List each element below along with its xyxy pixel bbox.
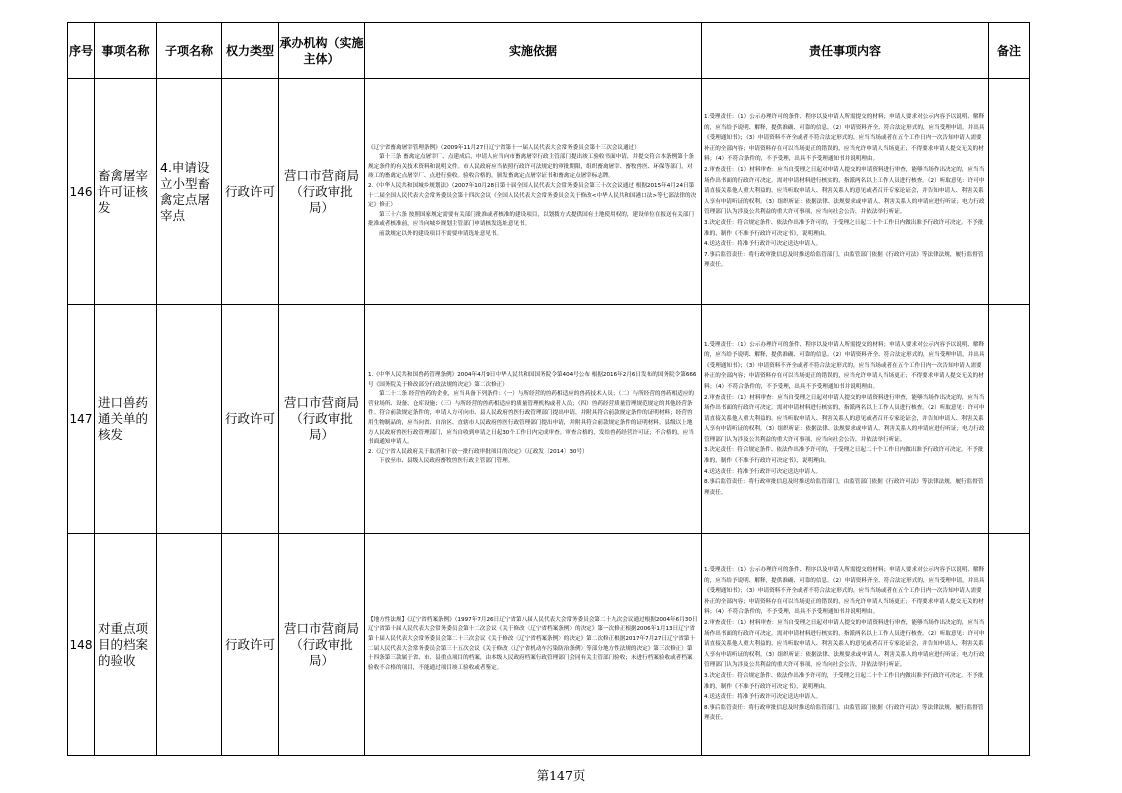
item-name-cell: 畜禽屠宰许可证核发 bbox=[95, 79, 157, 305]
permission-table-sheet bbox=[67, 22, 1029, 756]
sub-item-cell bbox=[157, 534, 222, 756]
duty-paragraph: 2.审查责任：（1）材料审查：应当自受理之日起对申请人提交的申请资料进行审查，能够当场作出决定的，应当当场作出书面的行政许可决定。需对申请材料进行核实的，指派两名以上工作人员进行核查。（2）听取意见：许可申请直接关系他人重大利益的，应当听取申请人、利害关系人的意见或者召开专家论证会，并告知申请人、利害关系人享有申请听证的权利。（3）组织听证：依据法律、法规要求或申请人、利害关系人的申请应进行听证；电力行政管理部门认为涉及公共利益的重大许可事项，应当向社会公告，并依法举行听证。 bbox=[704, 394, 985, 443]
basis-paragraph: 第三十六条 按照国家规定需要有关部门批准或者核准的建设项目，以划拨方式提供国有土地使用权的，建设单位在报送有关部门批准或者核准前，应当向城乡规划主管部门申请核发选址意见书。 bbox=[368, 211, 695, 228]
duty-cell bbox=[702, 305, 989, 534]
duty-paragraph: 8.事后监管责任：将行政审批信息及时推送给监管部门，由监管部门依据《行政许可法》等法律法规，履行监督管理责任。 bbox=[704, 704, 984, 722]
basis-cell bbox=[365, 79, 702, 305]
duty-paragraph: 2.审查责任：（1）材料审查：应当自受理之日起对申请人提交的申请资料进行审查，能够当场作出决定的，应当当场作出书面的行政许可决定。需对申请材料进行核实的，指派两名以上工作人员进行核查。（2）听取意见：许可申请直接关系他人重大利益的，应当听取申请人、利害关系人的意见或者召开专家论证会，并告知申请人、利害关系人享有申请听证的权利。（3）组织听证：依据法律、法规要求或申请人、利害关系人的申请应进行听证；电力行政管理部门认为涉及公共利益的重大许可事项，应当向社会公告，并依法举行听证。 bbox=[704, 167, 985, 216]
duty-paragraph: 3.决定责任：符合规定条件、依法作出准予许可的，于受理之日起二十个工作日内做出准予行政许可决定。不予批准的，制作《不准予行政许可决定书》，说明理由。 bbox=[704, 219, 984, 237]
duty-cell bbox=[702, 534, 989, 756]
seq-cell: 148 bbox=[68, 534, 95, 756]
table-row bbox=[68, 534, 1030, 756]
power-type-cell: 行政许可 bbox=[222, 534, 279, 756]
remark-cell bbox=[989, 79, 1030, 305]
basis-paragraph: 第十三条 畜禽定点屠宰厂、点建成后，申请人应当向市畜禽屠宰行政主管部门提出竣工验收书面申请，并提交符合本条例第十条规定条件的有关技术资料和说明文件。市人民政府应当依照行政许可法规定的审批期限，组织畜禽屠宰、畜牧兽医、环保等部门，对竣工的畜禽定点屠宰厂、点进行验收。验收合格的，颁发畜禽定点屠宰证书和畜禽定点屠宰标志牌。 bbox=[368, 154, 695, 180]
duty-paragraph: 1.受理责任：（1）公示办理许可的条件、程序以及申请人所需提交的材料；申请人要求对公示内容予以说明、解释的，应当给予说明、解释，提供准确、可靠的信息。（2）申请资料齐全、符合法定形式的，应当受理申请，并出具《受理通知书》；（3）申请资料不齐全或者不符合法定形式的，应当当场或者在五个工作日内一次告知申请人需要补正的全部内容；申请资料存在可以当场更正的错误的，应当允许申请人当场更正；不得要求申请人提交无关的材料；（4）不符合条件的，不予受理，出具不予受理通知书并说明理由。 bbox=[704, 114, 985, 163]
org-cell: 营口市营商局（行政审批局） bbox=[279, 534, 365, 756]
basis-paragraph: 下放至市、县级人民政府畜牧兽医行政主管部门管理。 bbox=[379, 458, 514, 465]
basis-cell bbox=[365, 305, 702, 534]
page-number: 第147页 bbox=[536, 768, 586, 783]
header-remark: 备注 bbox=[989, 23, 1030, 79]
basis-paragraph: 前款规定以外的建设项目不需要申请选址意见书。 bbox=[379, 230, 503, 237]
sub-item-cell bbox=[157, 305, 222, 534]
header-duty: 责任事项内容 bbox=[702, 23, 989, 79]
header-seq: 序号 bbox=[68, 23, 95, 79]
duty-paragraph: 4.送达责任：将准予行政许可决定送达申请人。 bbox=[704, 694, 822, 701]
duty-paragraph: 3.决定责任：符合规定条件、依法作出准予许可的，于受理之日起二十个工作日内做出准予行政许可决定。不予批准的，制作《不准予行政许可决定书》，说明理由。 bbox=[704, 447, 984, 465]
duty-cell bbox=[702, 79, 989, 305]
duty-paragraph: 1.受理责任：（1）公示办理许可的条件、程序以及申请人所需提交的材料；申请人要求对公示内容予以说明、解释的，应当给予说明、解释，提供准确、可靠的信息。（2）申请资料齐全、符合法定形式的，应当受理申请，并出具《受理通知书》；（3）申请资料不齐全或者不符合法定形式的，应当当场或者在五个工作日内一次告知申请人需要补正的全部内容；申请资料存在可以当场更正的错误的，应当允许申请人当场更正；不得要求申请人提交无关的材料；（4）不符合条件的，不予受理，出具不予受理通知书并说明理由。 bbox=[704, 341, 985, 390]
seq-cell: 147 bbox=[68, 305, 95, 534]
duty-paragraph: 7.事后监管责任：将行政审批信息及时推送给监管部门，由监管部门依据《行政许可法》等法律法规，履行监督管理责任。 bbox=[704, 251, 984, 269]
header-item-name: 事项名称 bbox=[95, 23, 157, 79]
power-type-cell: 行政许可 bbox=[222, 305, 279, 534]
basis-paragraph: 2.《中华人民共和国城乡规划法》（2007年10月28日第十届全国人民代表大会常务委员会第三十次会议通过 根据2015年4月24日第十二届全国人民代表大会常务委员会第十四次会议《全国人民代表大会常务委员会关于修改<中华人民共和国港口法>等七部法律的决定》修正） bbox=[368, 182, 697, 209]
basis-paragraph: 1.《中华人民共和国兽药管理条例》2004年4月9日中华人民共和国国务院令第404号公布 根据2016年2月6日发布的国务院令第666号《国务院关于修改部分行政法规的决定》第二次修正） bbox=[368, 372, 697, 388]
header-power-type: 权力类型 bbox=[222, 23, 279, 79]
power-type-cell: 行政许可 bbox=[222, 79, 279, 305]
duty-paragraph: 4.送达责任：将准予行政许可决定送达申请人。 bbox=[704, 468, 822, 475]
table-header-row bbox=[68, 23, 1030, 79]
sub-item-cell: 4.申请设立小型畜禽定点屠宰点 bbox=[157, 79, 222, 305]
basis-paragraph: 2.《辽宁省人民政府关于取消和下放一批行政审批项目的决定》（辽政发〔2014〕30号） bbox=[368, 448, 588, 455]
duty-paragraph: 1.受理责任：（1）公示办理许可的条件、程序以及申请人所需提交的材料；申请人要求对公示内容予以说明、解释的，应当给予说明、解释，提供准确、可靠的信息。（2）申请资料齐全、符合法定形式的，应当受理申请，并出具《受理通知书》；（3）申请资料不齐全或者不符合法定形式的，应当当场或者在五个工作日内一次告知申请人需要补正的全部内容；申请资料存在可以当场更正的错误的，应当允许申请人当场更正；不得要求申请人提交无关的材料；（4）不符合条件的，不予受理，出具不予受理通知书并说明理由。 bbox=[704, 567, 985, 616]
seq-cell: 146 bbox=[68, 79, 95, 305]
basis-paragraph: 【地方性法规】《辽宁省档案条例》（1997年7月26日辽宁省第八届人民代表大会常务委员会第二十九次会议通过根据2004年6月30日辽宁省第十届人民代表大会常务委员会第十二次会议《关于修改〈辽宁省档案条例〉的决定》第一次修正根据2006年1月13日辽宁省第十届人民代表大会常务委员会第二十三次会议《关于修改〈辽宁省档案条例〉的决定》第二次修正根据2017年7月27日辽宁省第十二届人民代表大会常务委员会第三十五次会议《关于修改〈辽宁省机动车污染防治条例〉等部分地方性法规的决定》第三次修正）第十四条第三款属于省、市、县重点项目的档案，由本级人民政府档案行政管理部门会同有关主管部门验收；未进行档案验收或者档案验收不合格的项目，不能通过项目竣工验收或者鉴定。 bbox=[368, 616, 698, 671]
item-name-cell: 进口兽药通关单的核发 bbox=[95, 305, 157, 534]
header-org: 承办机构（实施主体） bbox=[279, 23, 365, 79]
basis-paragraph: 第二十二条 经营兽药的企业，应当具备下列条件：（一）与所经营的兽药相适应的兽药技术人员；（二）与所经营的兽药相适应的营业场所、设备、仓库设施；（三）与所经营的兽药相适应的质量管理机构或者人员；（四）兽药经营质量管理规范规定的其他经营条件。符合前款规定条件的，申请人方可向市、县人民政府兽医行政管理部门提出申请，并附具符合前款规定条件的证明材料；经营兽用生物制品的，应当向省、自治区、直辖市人民政府兽医行政管理部门提出申请，并附具符合前款规定条件的证明材料。县级以上地方人民政府兽医行政管理部门，应当自收到申请之日起30个工作日内完成审查。审查合格的，发给兽药经营许可证；不合格的，应当书面通知申请人。 bbox=[368, 391, 695, 446]
header-basis: 实施依据 bbox=[365, 23, 702, 79]
table-row bbox=[68, 305, 1030, 534]
duty-paragraph: 3.决定责任：符合规定条件、依法作出准予许可的，于受理之日起二十个工作日内做出准予行政许可决定。不予批准的，制作《不准予行政许可决定书》，说明理由。 bbox=[704, 672, 984, 690]
org-cell: 营口市营商局（行政审批局） bbox=[279, 305, 365, 534]
item-name-cell: 对重点项目的档案的验收 bbox=[95, 534, 157, 756]
org-cell: 营口市营商局（行政审批局） bbox=[279, 79, 365, 305]
duty-paragraph: 4.送达责任：将准予行政许可决定送达申请人。 bbox=[704, 241, 822, 248]
remark-cell bbox=[989, 534, 1030, 756]
basis-paragraph: 《辽宁省畜禽屠宰管理条例》（2009年11月27日辽宁省第十一届人民代表大会常务委员会第十三次会议通过） bbox=[368, 144, 640, 151]
duty-paragraph: 2.审查责任：（1）材料审查：应当自受理之日起对申请人提交的申请资料进行审查，能够当场作出决定的，应当当场作出书面的行政许可决定。需对申请材料进行核实的，指派两名以上工作人员进行核查。（2）听取意见：许可申请直接关系他人重大利益的，应当听取申请人、利害关系人的意见或者召开专家论证会，并告知申请人、利害关系人享有申请听证的权利。（3）组织听证：依据法律、法规要求或申请人、利害关系人的申请应进行听证；电力行政管理部门认为涉及公共利益的重大许可事项，应当向社会公告，并依法举行听证。 bbox=[704, 620, 985, 669]
remark-cell bbox=[989, 305, 1030, 534]
table-row bbox=[68, 79, 1030, 305]
permission-table bbox=[67, 22, 1030, 756]
basis-cell bbox=[365, 534, 702, 756]
duty-paragraph: 8.事后监管责任：将行政审批信息及时推送给监管部门，由监管部门依据《行政许可法》等法律法规，履行监督管理责任。 bbox=[704, 479, 984, 496]
header-sub-item: 子项名称 bbox=[157, 23, 222, 79]
